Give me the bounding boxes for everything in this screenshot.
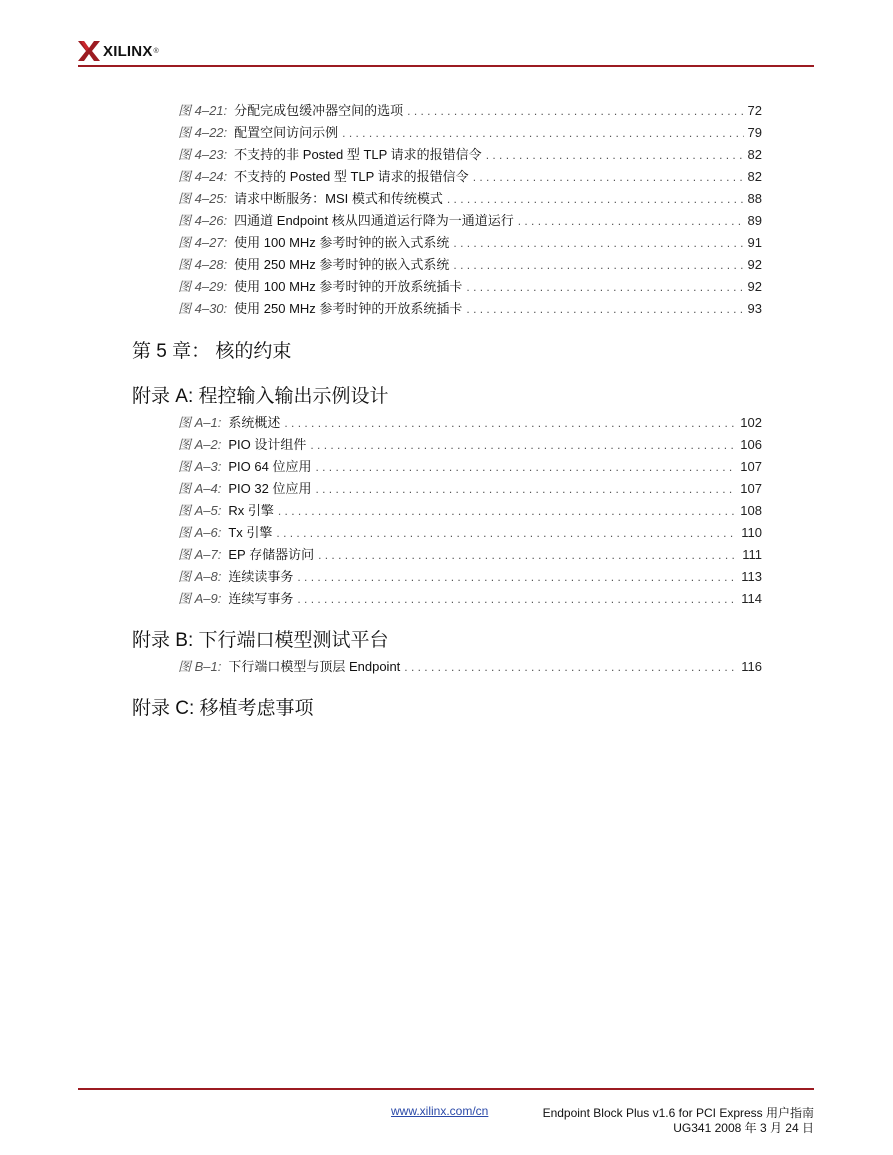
- dot-leader: [318, 546, 738, 564]
- logo-text: XILINX: [103, 42, 153, 60]
- dot-leader: [453, 234, 743, 252]
- figure-title: 四通道 Endpoint 核从四通道运行降为一通道运行: [234, 213, 514, 228]
- toc-entry[interactable]: [178, 436, 762, 454]
- figure-number: 图 4–29:: [178, 279, 228, 294]
- figure-number: 图 A–4:: [178, 481, 222, 496]
- toc-entry[interactable]: [178, 502, 762, 520]
- figure-title: 配置空间访问示例: [234, 125, 339, 140]
- dot-leader: [342, 124, 743, 142]
- figure-number: 图 B–1:: [178, 659, 222, 674]
- dot-leader: [284, 414, 736, 432]
- dot-leader: [407, 102, 743, 120]
- section-heading-appendix-c[interactable]: 附录 C: 移植考虑事项: [132, 698, 314, 719]
- header-rule: [78, 65, 814, 67]
- toc-entry[interactable]: [178, 546, 762, 564]
- figure-title: 不支持的非 Posted 型 TLP 请求的报错信令: [234, 147, 482, 162]
- toc-entry[interactable]: [178, 124, 762, 142]
- dot-leader: [315, 480, 736, 498]
- figure-title: Rx 引擎: [228, 503, 274, 518]
- figure-number: 图 A–7:: [178, 547, 222, 562]
- toc-entry[interactable]: [178, 234, 762, 252]
- figure-number: 图 4–25:: [178, 191, 228, 206]
- xilinx-logo: [78, 40, 159, 62]
- page-number: 110: [741, 525, 762, 540]
- page-number: 106: [740, 437, 762, 452]
- figure-title: 使用 250 MHz 参考时钟的嵌入式系统: [234, 257, 450, 272]
- figure-title: 分配完成包缓冲器空间的选项: [234, 103, 404, 118]
- dot-leader: [466, 278, 743, 296]
- page-number: 113: [741, 569, 762, 584]
- page-number: 82: [747, 147, 762, 162]
- page-number: 114: [741, 591, 762, 606]
- dot-leader: [297, 568, 737, 586]
- toc-entry[interactable]: [178, 278, 762, 296]
- toc-entry[interactable]: [178, 168, 762, 186]
- dot-leader: [453, 256, 743, 274]
- page-number: 93: [747, 301, 762, 316]
- footer-rule: [78, 1088, 814, 1090]
- figure-number: 图 A–3:: [178, 459, 222, 474]
- figure-title: 使用 100 MHz 参考时钟的嵌入式系统: [234, 235, 450, 250]
- figure-number: 图 4–26:: [178, 213, 228, 228]
- dot-leader: [310, 436, 736, 454]
- page-number: 107: [740, 481, 762, 496]
- figure-number: 图 4–27:: [178, 235, 228, 250]
- page-number: 92: [747, 279, 762, 294]
- section-heading-appendix-a[interactable]: 附录 A: 程控输入输出示例设计: [132, 386, 389, 407]
- page-number: 72: [747, 103, 762, 118]
- dot-leader: [278, 502, 736, 520]
- figure-title: 使用 100 MHz 参考时钟的开放系统插卡: [234, 279, 463, 294]
- figure-number: 图 A–9:: [178, 591, 222, 606]
- figure-number: 图 4–23:: [178, 147, 228, 162]
- dot-leader: [276, 524, 737, 542]
- figure-title: 连续写事务: [228, 591, 294, 606]
- dot-leader: [466, 300, 743, 318]
- page-number: 89: [747, 213, 762, 228]
- registered-mark: ®: [153, 47, 159, 55]
- figure-title: 不支持的 Posted 型 TLP 请求的报错信令: [234, 169, 469, 184]
- dot-leader: [297, 590, 737, 608]
- toc-entry[interactable]: [178, 568, 762, 586]
- xilinx-website-link[interactable]: www.xilinx.com/cn: [391, 1104, 489, 1118]
- figure-title: 连续读事务: [228, 569, 294, 584]
- figure-title: 下行端口模型与顶层 Endpoint: [228, 659, 401, 674]
- dot-leader: [315, 458, 736, 476]
- page-number: 107: [740, 459, 762, 474]
- toc-entry[interactable]: [178, 212, 762, 230]
- toc-entry[interactable]: [178, 256, 762, 274]
- figure-number: 图 4–21:: [178, 103, 228, 118]
- toc-entry[interactable]: [178, 658, 762, 676]
- figure-number: 图 4–24:: [178, 169, 228, 184]
- toc-entry[interactable]: [178, 146, 762, 164]
- page-number: 92: [747, 257, 762, 272]
- figure-title: 请求中断服务：MSI 模式和传统模式: [234, 191, 443, 206]
- toc-entry[interactable]: [178, 480, 762, 498]
- page-number: 88: [747, 191, 762, 206]
- page-number: 108: [740, 503, 762, 518]
- dot-leader: [447, 190, 744, 208]
- figure-number: 图 A–8:: [178, 569, 222, 584]
- page-number: 91: [747, 235, 762, 250]
- section-heading-ch5[interactable]: 第 5 章： 核的约束: [132, 341, 292, 362]
- page-number: 102: [740, 415, 762, 430]
- toc-entry[interactable]: [178, 524, 762, 542]
- figure-number: 图 4–28:: [178, 257, 228, 272]
- toc-entry[interactable]: [178, 300, 762, 318]
- figure-number: 图 A–5:: [178, 503, 222, 518]
- figure-title: 系统概述: [228, 415, 281, 430]
- dot-leader: [473, 168, 744, 186]
- figure-title: EP 存储器访问: [228, 547, 315, 562]
- figure-title: PIO 32 位应用: [228, 481, 312, 496]
- figure-title: Tx 引擎: [228, 525, 273, 540]
- footer-document-id-date: UG341 2008 年 3 月 24 日: [673, 1121, 814, 1135]
- figure-title: 使用 250 MHz 参考时钟的开放系统插卡: [234, 301, 463, 316]
- page-number: 111: [742, 547, 762, 562]
- page-number: 116: [741, 659, 762, 674]
- page-header: [78, 38, 814, 68]
- footer-document-title: Endpoint Block Plus v1.6 for PCI Express 用户指南: [542, 1106, 814, 1120]
- toc-entry[interactable]: [178, 590, 762, 608]
- figure-number: 图 4–30:: [178, 301, 228, 316]
- dot-leader: [404, 658, 737, 676]
- dot-leader: [518, 212, 744, 230]
- section-heading-appendix-b[interactable]: 附录 B: 下行端口模型测试平台: [132, 630, 389, 651]
- toc-entry[interactable]: [178, 190, 762, 208]
- toc-entry[interactable]: [178, 414, 762, 432]
- page-number: 79: [747, 125, 762, 140]
- toc-entry[interactable]: [178, 102, 762, 120]
- toc-entry[interactable]: [178, 458, 762, 476]
- xilinx-x-icon: [78, 41, 100, 61]
- dot-leader: [486, 146, 744, 164]
- figure-number: 图 A–2:: [178, 437, 222, 452]
- page-number: 82: [747, 169, 762, 184]
- figure-number: 图 A–1:: [178, 415, 222, 430]
- figure-number: 图 4–22:: [178, 125, 228, 140]
- figure-title: PIO 设计组件: [228, 437, 307, 452]
- figure-title: PIO 64 位应用: [228, 459, 312, 474]
- figure-number: 图 A–6:: [178, 525, 222, 540]
